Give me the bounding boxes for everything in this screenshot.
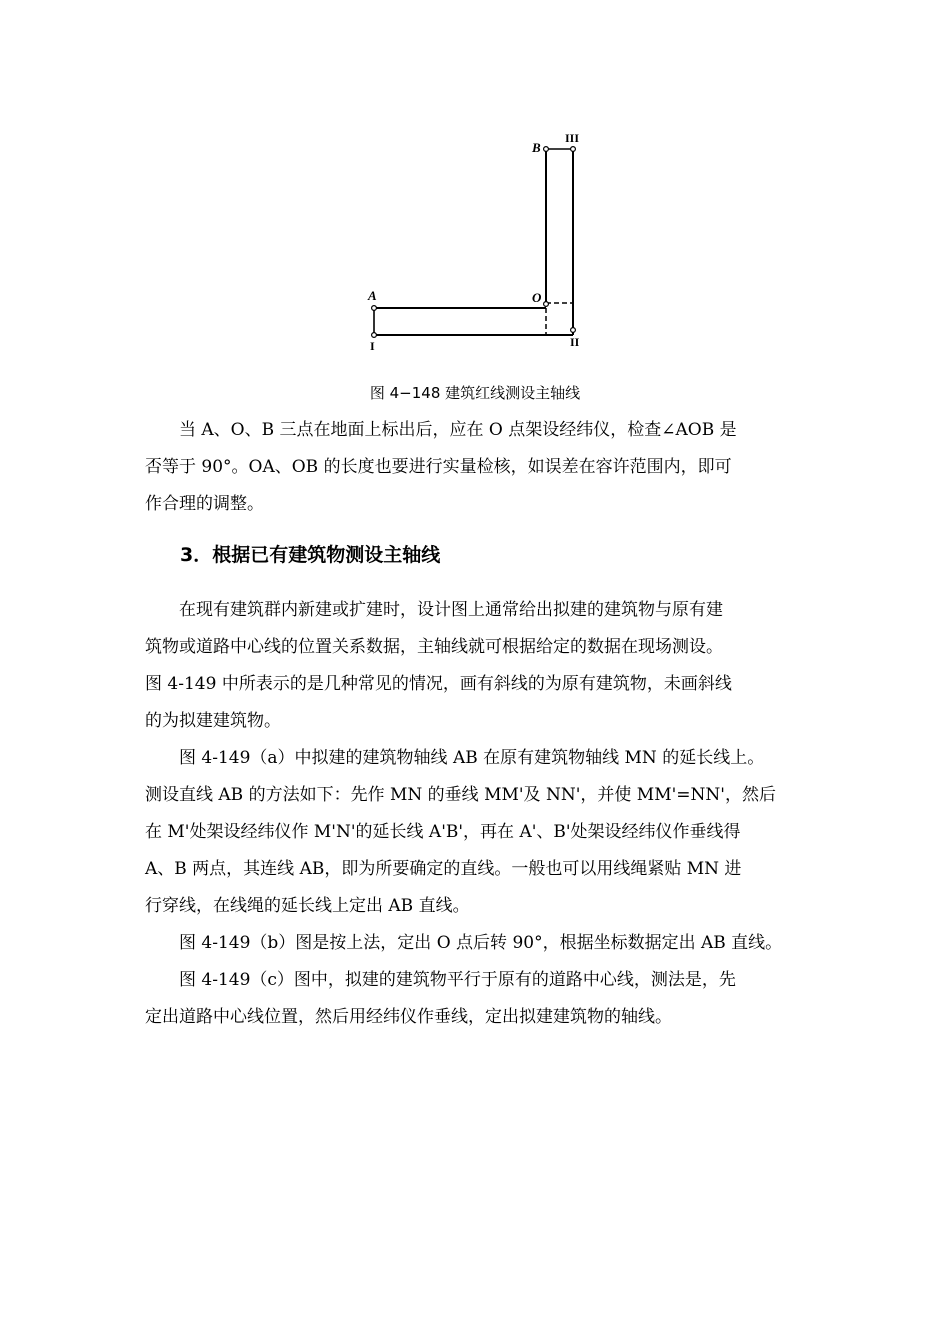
axis-layout-diagram <box>360 128 590 358</box>
point-A <box>372 306 377 311</box>
paragraph-1 <box>145 412 810 523</box>
paragraph-line: 在 M'处架设经纬仪作 M'N'的延长线 A'B'，再在 A'、B'处架设经纬仪作垂线得 <box>145 822 741 842</box>
paragraph-line: 的为拟建建筑物。 <box>145 711 281 731</box>
figure-caption: 图 4−148 建筑红线测设主轴线 <box>369 384 581 402</box>
point-I <box>372 333 377 338</box>
paragraph-line: 图 4-149（b）图是按上法，定出 O 点后转 90°，根据坐标数据定出 AB 直线。 <box>179 933 783 953</box>
paragraph-line: 图 4-149（c）图中，拟建的建筑物平行于原有的道路中心线，测法是，先 <box>179 970 736 990</box>
paragraph-line: 筑物或道路中心线的位置关系数据，主轴线就可根据给定的数据在现场测设。 <box>145 637 723 657</box>
label-I: I <box>370 339 375 353</box>
paragraph-line: 图 4-149 中所表示的是几种常见的情况，画有斜线的为原有建筑物，未画斜线 <box>145 674 732 694</box>
label-O: O <box>532 290 542 305</box>
paragraph-line: 图 4-149（a）中拟建的建筑物轴线 AB 在原有建筑物轴线 MN 的延长线上。 <box>179 748 765 768</box>
paragraph-line: 当 A、O、B 三点在地面上标出后，应在 O 点架设经纬仪，检查∠AOB 是 <box>179 420 737 440</box>
section-heading: 3．根据已有建筑物测设主轴线 <box>180 544 441 566</box>
paragraph-line: 测设直线 AB 的方法如下：先作 MN 的垂线 MM'及 NN'，并使 MM'=NN'，然后 <box>145 785 776 805</box>
label-A: A <box>368 288 377 303</box>
paragraph-5 <box>145 962 810 1036</box>
paragraph-line: 在现有建筑群内新建或扩建时，设计图上通常给出拟建的建筑物与原有建 <box>179 600 723 620</box>
point-O <box>544 302 549 307</box>
paragraph-4 <box>145 925 810 962</box>
point-B <box>544 147 549 152</box>
paragraph-line: 定出道路中心线位置，然后用经纬仪作垂线，定出拟建建筑物的轴线。 <box>145 1007 672 1027</box>
paragraph-line: 作合理的调整。 <box>145 494 264 514</box>
label-III: III <box>565 131 580 145</box>
label-II: II <box>570 335 580 349</box>
paragraph-2 <box>145 592 810 740</box>
paragraph-line: A、B 两点，其连线 AB，即为所要确定的直线。一般也可以用线绳紧贴 MN 进 <box>145 859 742 879</box>
point-III <box>571 147 576 152</box>
label-B: B <box>532 140 541 155</box>
figure-4-148 <box>360 128 590 358</box>
paragraph-line: 否等于 90°。OA、OB 的长度也要进行实量检核，如误差在容许范围内，即可 <box>145 457 732 477</box>
paragraph-3 <box>145 740 810 925</box>
paragraph-line: 行穿线，在线绳的延长线上定出 AB 直线。 <box>145 896 470 916</box>
point-II <box>571 328 576 333</box>
